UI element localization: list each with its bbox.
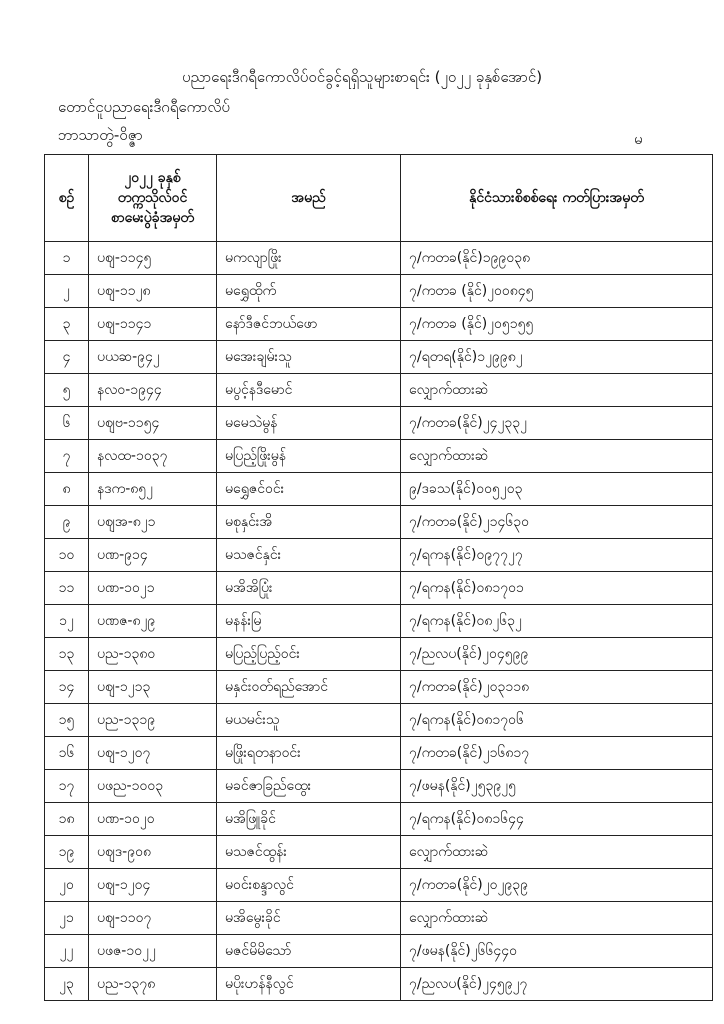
roll-no-cell: နလဝ-၁၉၄၄ (89, 374, 217, 407)
name-cell: မပြည့်ဖြိုးမွန် (217, 440, 401, 473)
nrc-cell: လျှောက်ထားဆဲ (401, 374, 713, 407)
roll-no-cell: ပဏ-၁၀၂၀ (89, 803, 217, 836)
serial-no-cell: ၁၁ (45, 572, 89, 605)
table-row (45, 605, 713, 638)
serial-no-cell: ၅ (45, 374, 89, 407)
name-cell: မနှင်းဝတ်ရည်အောင် (217, 671, 401, 704)
name-cell: မရွှေဇင်ဝင်း (217, 473, 401, 506)
roll-no-cell: ပယဆ-၉၄၂ (89, 341, 217, 374)
serial-no-cell: ၆ (45, 407, 89, 440)
name-cell: မပြည့်ပြည့်ဝင်း (217, 638, 401, 671)
nrc-cell: ၇/ရကန(နိုင်)၀၈၁၇၀၁ (401, 572, 713, 605)
roll-no-cell: ပဈ-၁၁၄၁ (89, 308, 217, 341)
name-cell: မကလျာဖြိုး (217, 242, 401, 275)
roll-no-cell: ပဏ-၁၀၂၁ (89, 572, 217, 605)
nrc-cell: ၇/ရကန(နိုင်)၀၈၁၇၀၆ (401, 704, 713, 737)
nrc-cell: ၇/ကတခ (နိုင်)၂၀၀၈၄၅ (401, 275, 713, 308)
name-cell: မဇင်မိမိသော် (217, 935, 401, 968)
nrc-cell: ၇/ညလပ(နိုင်)၂၀၄၅၉၉ (401, 638, 713, 671)
serial-no-cell: ၁၃ (45, 638, 89, 671)
roll-no-cell: ပည-၁၃၁၉ (89, 704, 217, 737)
serial-no-cell: ၁၈ (45, 803, 89, 836)
serial-no-cell: ၁၄ (45, 671, 89, 704)
nrc-cell: ၇/ကတခ(နိုင်)၂၁၆၈၁၇ (401, 737, 713, 770)
table-row (45, 473, 713, 506)
table-row (45, 935, 713, 968)
nrc-cell: ၇/ရကန(နိုင်)၀၈၁၆၄၄ (401, 803, 713, 836)
roll-no-cell: ပဏ-၉၁၄ (89, 539, 217, 572)
table-row (45, 638, 713, 671)
table-row (45, 275, 713, 308)
nrc-cell: ၇/ရကန(နိုင်)၀၉၇၇၂၇ (401, 539, 713, 572)
serial-no-cell: ၄ (45, 341, 89, 374)
roll-no-cell: နလထ-၁၀၃၇ (89, 440, 217, 473)
serial-no-cell: ၁ (45, 242, 89, 275)
serial-no-cell: ၁၉ (45, 836, 89, 869)
nrc-cell: ၇/ရတရ(နိုင်)၁၂၉၉၈၂ (401, 341, 713, 374)
roll-no-cell: ပဈ-၁၂၀၄ (89, 869, 217, 902)
table-row (45, 242, 713, 275)
name-cell: မအိမွေးခိုင် (217, 902, 401, 935)
serial-no-cell: ၁၇ (45, 770, 89, 803)
name-cell: မပွင့်နဒီမောင် (217, 374, 401, 407)
name-cell: နော်ဒီဇင်ဘယ်ဖော (217, 308, 401, 341)
nrc-cell: ၉/ဒခသ(နိုင်)၀၀၅၂၀၃ (401, 473, 713, 506)
admission-table (44, 154, 713, 1001)
roll-no-cell: ပဈ-၁၂၀၇ (89, 737, 217, 770)
serial-no-cell: ၃ (45, 308, 89, 341)
serial-no-cell: ၈ (45, 473, 89, 506)
table-body (45, 242, 713, 1001)
header-serial-no: စဉ် (45, 155, 89, 242)
table-row (45, 704, 713, 737)
name-cell: မပိုးဟန်နီလွင် (217, 968, 401, 1001)
table-row (45, 407, 713, 440)
roll-no-cell: ပဈ-၁၁၀၇ (89, 902, 217, 935)
table-row (45, 572, 713, 605)
serial-no-cell: ၁၀ (45, 539, 89, 572)
table-row (45, 770, 713, 803)
page-title: ပညာရေးဒီဂရီကောလိပ်ဝင်ခွင့်ရရှိသူများစာရင်း (၂၀၂၂ ခုနှစ်အောင်) (181, 68, 543, 86)
roll-no-cell: ပဈဒ-၉၀၈ (89, 836, 217, 869)
nrc-cell: လျှောက်ထားဆဲ (401, 440, 713, 473)
serial-no-cell: ၁၅ (45, 704, 89, 737)
nrc-cell: ၇/ကတခ(နိုင်)၂၄၂၃၃၂ (401, 407, 713, 440)
roll-no-cell: ပည-၁၃၇၈ (89, 968, 217, 1001)
serial-no-cell: ၂၂ (45, 935, 89, 968)
name-cell: မမေသဲမွန် (217, 407, 401, 440)
serial-no-cell: ၂၀ (45, 869, 89, 902)
table-row (45, 836, 713, 869)
table-row (45, 440, 713, 473)
table-row (45, 506, 713, 539)
gender-label: မ (634, 130, 643, 148)
serial-no-cell: ၇ (45, 440, 89, 473)
roll-no-cell: ပဖည-၁၀၀၃ (89, 770, 217, 803)
name-cell: မစုနှင်းအိ (217, 506, 401, 539)
nrc-cell: ၇/ကတခ(နိုင်)၂၁၄၆၃၀ (401, 506, 713, 539)
name-cell: မအိဖြူခိုင် (217, 803, 401, 836)
table-row (45, 671, 713, 704)
name-cell: မဖြိုးရတနာဝင်း (217, 737, 401, 770)
header-name: အမည် (217, 155, 401, 242)
roll-no-cell: ပဏဇ-၈၂၉ (89, 605, 217, 638)
nrc-cell: ၇/ညလပ(နိုင်)၂၄၅၉၂၇ (401, 968, 713, 1001)
serial-no-cell: ၁၂ (45, 605, 89, 638)
table-row (45, 308, 713, 341)
name-cell: မရွှေထိုက် (217, 275, 401, 308)
college-name: တောင်ငူပညာရေးဒီဂရီကောလိပ် (58, 98, 230, 116)
nrc-cell: ၇/ဖမန(နိုင်)၂၆၆၄၄၀ (401, 935, 713, 968)
subject-combination: ဘာသာတွဲ-ဝိဇ္ဇာ (58, 126, 143, 144)
name-cell: မနန်းမြ (217, 605, 401, 638)
nrc-cell: ၇/ရကန(နိုင်)၀၈၂၆၃၂ (401, 605, 713, 638)
table-row (45, 803, 713, 836)
name-cell: မသဇင်ထွန်း (217, 836, 401, 869)
name-cell: မဝင်းစန္ဒာလွင် (217, 869, 401, 902)
roll-no-cell: ပည-၁၃၈၀ (89, 638, 217, 671)
roll-no-cell: ပဈ-၁၁၂၈ (89, 275, 217, 308)
roll-no-cell: ပဖဇ-၁၀၂၂ (89, 935, 217, 968)
table-row (45, 968, 713, 1001)
serial-no-cell: ၂၃ (45, 968, 89, 1001)
name-cell: မအိအိပြုံး (217, 572, 401, 605)
nrc-cell: လျှောက်ထားဆဲ (401, 902, 713, 935)
roll-no-cell: ပဈအ-၈၂၁ (89, 506, 217, 539)
table-row (45, 737, 713, 770)
nrc-cell: ၇/ကတခ(နိုင်)၂၀၂၉၃၉ (401, 869, 713, 902)
table-row (45, 902, 713, 935)
name-cell: မအေးချမ်းသူ (217, 341, 401, 374)
name-cell: မခင်ဇာခြည်ထွေး (217, 770, 401, 803)
table-row (45, 539, 713, 572)
name-cell: မယမင်းသူ (217, 704, 401, 737)
header-roll-no: ၂၀၂၂ ခုနှစ် တက္ကသိုလ်ဝင် စာမေးပွဲခုံအမှတ် (89, 155, 217, 242)
nrc-cell: လျှောက်ထားဆဲ (401, 836, 713, 869)
nrc-cell: ၇/ကတခ(နိုင်)၁၉၉၀၃၈ (401, 242, 713, 275)
nrc-cell: ၇/ကတခ(နိုင်)၂၀၃၁၁၈ (401, 671, 713, 704)
name-cell: မသဇင်နှင်း (217, 539, 401, 572)
roll-no-cell: ပဈ-၁၁၄၅ (89, 242, 217, 275)
roll-no-cell: ပဈဗ-၁၁၅၄ (89, 407, 217, 440)
table-row (45, 374, 713, 407)
serial-no-cell: ၁၆ (45, 737, 89, 770)
table-header-row (45, 155, 713, 242)
table-row (45, 341, 713, 374)
roll-no-cell: ပဈ-၁၂၁၃ (89, 671, 217, 704)
roll-no-cell: နဒက-၈၅၂ (89, 473, 217, 506)
nrc-cell: ၇/ကတခ (နိုင်)၂၀၅၁၅၅ (401, 308, 713, 341)
header-nrc: နိုင်ငံသားစိစစ်ရေး ကတ်ပြားအမှတ် (401, 155, 713, 242)
serial-no-cell: ၉ (45, 506, 89, 539)
nrc-cell: ၇/ဖမန(နိုင်)၂၅၃၉၂၅ (401, 770, 713, 803)
serial-no-cell: ၂ (45, 275, 89, 308)
table-row (45, 869, 713, 902)
serial-no-cell: ၂၁ (45, 902, 89, 935)
